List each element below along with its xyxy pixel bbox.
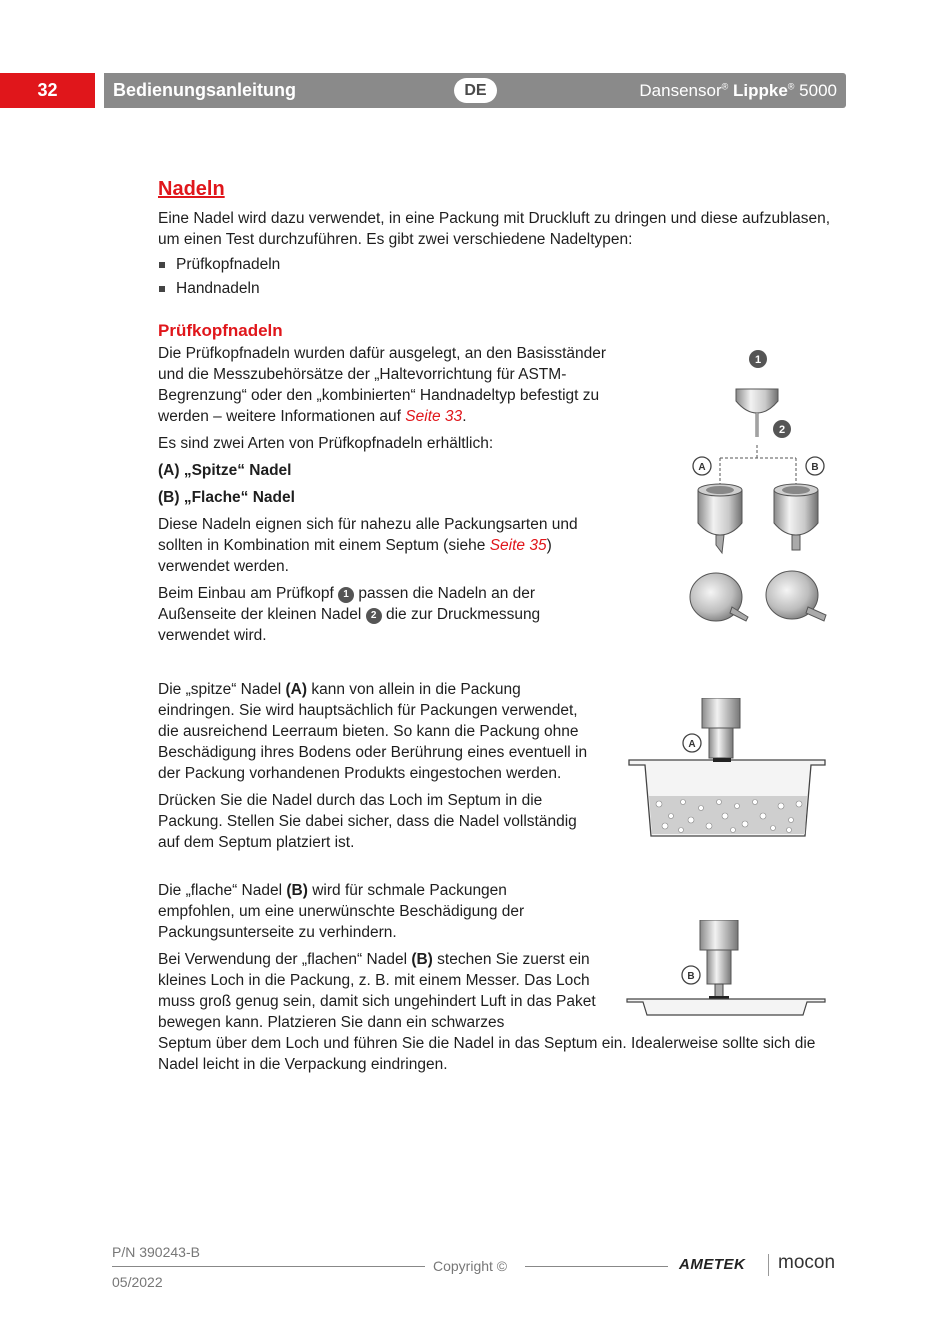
logo-separator bbox=[768, 1254, 769, 1276]
svg-text:B: B bbox=[687, 971, 695, 982]
flat-needle-package-illustration bbox=[625, 920, 830, 1020]
needle-types-illustration bbox=[680, 345, 840, 630]
paragraph-septum: Diese Nadeln eignen sich für nahezu alle Packungsarten und sollten in Kombination mit einem Septum (siehe Seite 35) verwendet werden. bbox=[158, 516, 578, 575]
callout-2: 2 bbox=[366, 608, 382, 624]
svg-text:2: 2 bbox=[778, 424, 786, 436]
manual-title: Bedienungsanleitung bbox=[113, 80, 297, 100]
intro-paragraph: Eine Nadel wird dazu verwendet, in eine Packung mit Druckluft zu dringen und diese aufzublasen, um einen Test durchzuführen. Es gibt zwei verschiedene Nadeltypen: bbox=[158, 210, 831, 248]
svg-text:A: A bbox=[698, 462, 706, 473]
revision-date: 05/2022 bbox=[112, 1274, 163, 1290]
product-name: Dansensor® Lippke® 5000 bbox=[639, 81, 837, 100]
header-bar bbox=[104, 73, 846, 108]
paragraph-flat-needle: Die „flache“ Nadel (B) wird für schmale Packungen empfohlen, um eine unerwünschte Beschädigung der Packungsunterseite zu verhindern. bbox=[158, 882, 525, 941]
list-item: Handnadeln bbox=[158, 278, 838, 299]
type-a-label: (A) „Spitze“ Nadel bbox=[158, 462, 292, 479]
part-number: P/N 390243-B bbox=[112, 1244, 200, 1260]
paragraph-flat-usage: Bei Verwendung der „flachen“ Nadel (B) stechen Sie zuerst ein kleines Loch in die Packung, z. B. mit einem Messer. Das Loch muss groß genug sein, damit sich ungehindert Luft in das Paket bewegen kann. Platzieren Sie dann ein schwarzes bbox=[158, 951, 596, 1031]
footer-divider bbox=[112, 1266, 425, 1267]
ametek-logo: AMETEK bbox=[679, 1256, 746, 1273]
pointed-needle-package-illustration bbox=[625, 698, 830, 843]
type-b-label: (B) „Flache“ Nadel bbox=[158, 489, 295, 506]
paragraph-types: Es sind zwei Arten von Prüfkopfnadeln erhältlich: bbox=[158, 435, 494, 452]
section-title: Nadeln bbox=[158, 178, 225, 200]
paragraph-push-needle: Drücken Sie die Nadel durch das Loch im Septum in die Packung. Stellen Sie dabei sicher, dass die Nadel vollständig auf dem Septum platziert ist. bbox=[158, 792, 577, 851]
mocon-logo: mocon bbox=[778, 1252, 836, 1273]
callout-1: 1 bbox=[338, 587, 354, 603]
page-link-33[interactable]: Seite 33 bbox=[405, 408, 463, 425]
page-link-35[interactable]: Seite 35 bbox=[489, 537, 547, 554]
svg-text:1: 1 bbox=[754, 354, 762, 366]
svg-text:A: A bbox=[688, 739, 696, 750]
footer-divider bbox=[525, 1266, 668, 1267]
paragraph-install: Beim Einbau am Prüfkopf 1 passen die Nadeln an der Außenseite der kleinen Nadel 2 die zur Druckmessung verwendet wird. bbox=[158, 585, 541, 644]
paragraph-flat-usage-cont: Septum über dem Loch und führen Sie die Nadel in das Septum ein. Idealerweise sollte sich die Nadel leicht in die Verpackung eindringen. bbox=[158, 1035, 816, 1073]
paragraph-pointed-needle: Die „spitze“ Nadel (A) kann von allein in die Packung eindringen. Sie wird hauptsächlich für Packungen verwendet, die ausreichend Leerraum bieten. So kann die Packung ohne Beschädigung ihres Bodens oder Berührung eines eventuell in der Packung vorhandenen Produkts eingestochen werden. bbox=[158, 681, 588, 782]
needle-type-list bbox=[158, 254, 838, 299]
page-number: 32 bbox=[0, 73, 95, 108]
paragraph-mounting: Die Prüfkopfnadeln wurden dafür ausgelegt, an den Basisständer und die Messzubehörsätze der „Haltevorrichtung für ASTM-Begrenzung“ oder den „kombinierten“ Handnadeltyp befestigt zu werden – weitere Informationen auf Seite 33. bbox=[158, 345, 607, 425]
copyright: Copyright © bbox=[433, 1258, 508, 1274]
svg-text:B: B bbox=[811, 462, 819, 473]
subsection-title: Prüfkopfnadeln bbox=[158, 321, 283, 340]
list-item: Prüfkopfnadeln bbox=[158, 254, 838, 275]
language-badge: DE bbox=[454, 78, 497, 103]
